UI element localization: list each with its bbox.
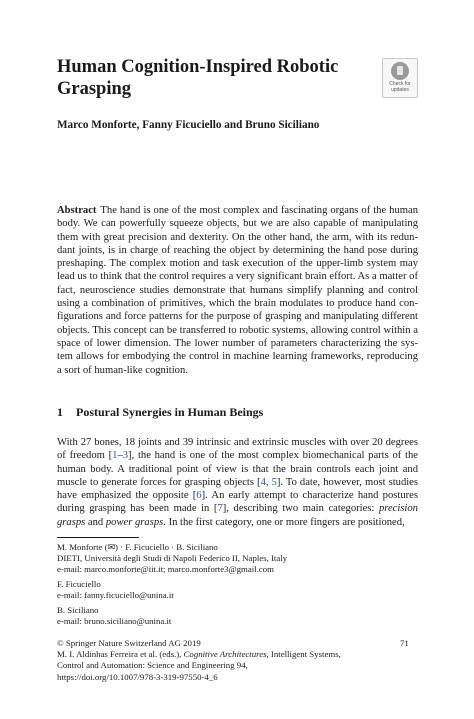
citation-editors: M. I. Aldinhas Ferreira et al. (eds.),: [57, 649, 184, 660]
paper-title: Human Cognition-Inspired Robotic Grasping: [57, 57, 339, 99]
body-text: ,: [265, 476, 272, 488]
body-text: and: [85, 516, 106, 528]
doi-link[interactable]: https://doi.org/10.1007/978-3-319-97550-4_6: [57, 671, 218, 682]
body-text: ]. To date, however, most studies have emphasized the opposite [: [57, 476, 419, 502]
siciliano-contact: [57, 605, 417, 627]
citation-line: [57, 649, 387, 660]
badge-label-1: Check for: [389, 81, 411, 87]
citation-link[interactable]: 5: [271, 476, 277, 488]
citation-link[interactable]: 4: [260, 476, 266, 488]
book-title: Cognitive Architectures: [183, 649, 267, 660]
abstract-text: The hand is one of the most complex and fascinating organs of the human body. We can powerfully squeeze objects, but we are also capable of manipulating them with great precision and dexterity. On the other hand, the arm, with its redun-dant joints, is in charge of reaching the object by determining the hand pose during preshaping. The complex motion and task execution of the upper-limb system may lead us to think that the control requires a very significant brain effort. As a matter of fact, neuroscience studies demonstrate that humans simplify planning and control using a combination of primitives, which the brain modulates to produce hand con-figurations and force patterns for the purpose of grasping and manipulating different objects. This concept can be transferred to robotic systems, allowing control within a space of lower dimension. The lower number of parameters characterizing the sys-tem allows for embodying the control in machine learning frameworks, reproducing a sort of human-like cognition.: [57, 205, 418, 376]
affiliation-authors: M. Monforte (✉) · F. Ficuciello · B. Siciliano: [57, 542, 218, 552]
section-heading: [57, 405, 417, 420]
series-line: Control and Automation: Science and Engineering 94,: [57, 660, 248, 671]
body-text: . In the first category, one or more fingers are positioned,: [163, 516, 405, 528]
contact-name: B. Siciliano: [57, 605, 99, 615]
contact-name: F. Ficuciello: [57, 579, 101, 589]
body-text: ], the hand is one of the most complex biomechanical parts of the human body. A traditional point of view is that the brain controls each joint and muscle to generate forces for grasping objects [: [57, 450, 418, 488]
body-text: –: [117, 450, 123, 462]
citation-link[interactable]: 1: [112, 450, 118, 462]
ficuciello-contact: [57, 579, 417, 601]
check-for-updates-badge[interactable]: [382, 58, 418, 98]
affiliation-institution: DIETI, Università degli Studi di Napoli Federico II, Naples, Italy: [57, 553, 288, 564]
copyright-line: © Springer Nature Switzerland AG 2019: [57, 638, 201, 648]
citation-link[interactable]: 7: [217, 503, 223, 515]
citation-series-start: , Intelligent Systems,: [266, 649, 341, 660]
contact-email[interactable]: e-mail: fanny.ficuciello@unina.it: [57, 590, 174, 601]
citation-link[interactable]: 6: [196, 490, 202, 502]
abstract-label: Abstract: [57, 205, 97, 216]
section-number: 1: [57, 405, 63, 419]
body-text: With 27 bones, 18 joints and 39 intrinsic and extrinsic muscles with over 20 degrees of freedom [: [57, 437, 418, 462]
abstract: [57, 204, 418, 377]
publication-info: [57, 638, 387, 683]
body-text: ]. An early attempt to characterize hand postures during grasping has been made in [: [57, 490, 418, 515]
section-title: Postural Synergies in Human Beings: [76, 405, 264, 419]
body-paragraph: [57, 436, 418, 529]
citation-link[interactable]: 3: [122, 450, 129, 462]
emphasis-term: precision grasps: [57, 503, 418, 528]
author-list: Marco Monforte, Fanny Ficuciello and Bruno Siciliano: [57, 119, 320, 131]
footnote-divider: [57, 537, 139, 538]
badge-label-2: updates: [391, 87, 409, 93]
contact-email[interactable]: e-mail: bruno.siciliano@unina.it: [57, 616, 172, 627]
affiliation-email[interactable]: e-mail: marco.monforte@iit.it; marco.monforte3@gmail.com: [57, 564, 275, 575]
page-number: 71: [400, 638, 409, 648]
affiliation-block: [57, 542, 417, 576]
bookmark-icon: [391, 62, 409, 80]
emphasis-term: power grasps: [105, 516, 164, 528]
body-text: ], describing two main categories:: [222, 503, 379, 515]
